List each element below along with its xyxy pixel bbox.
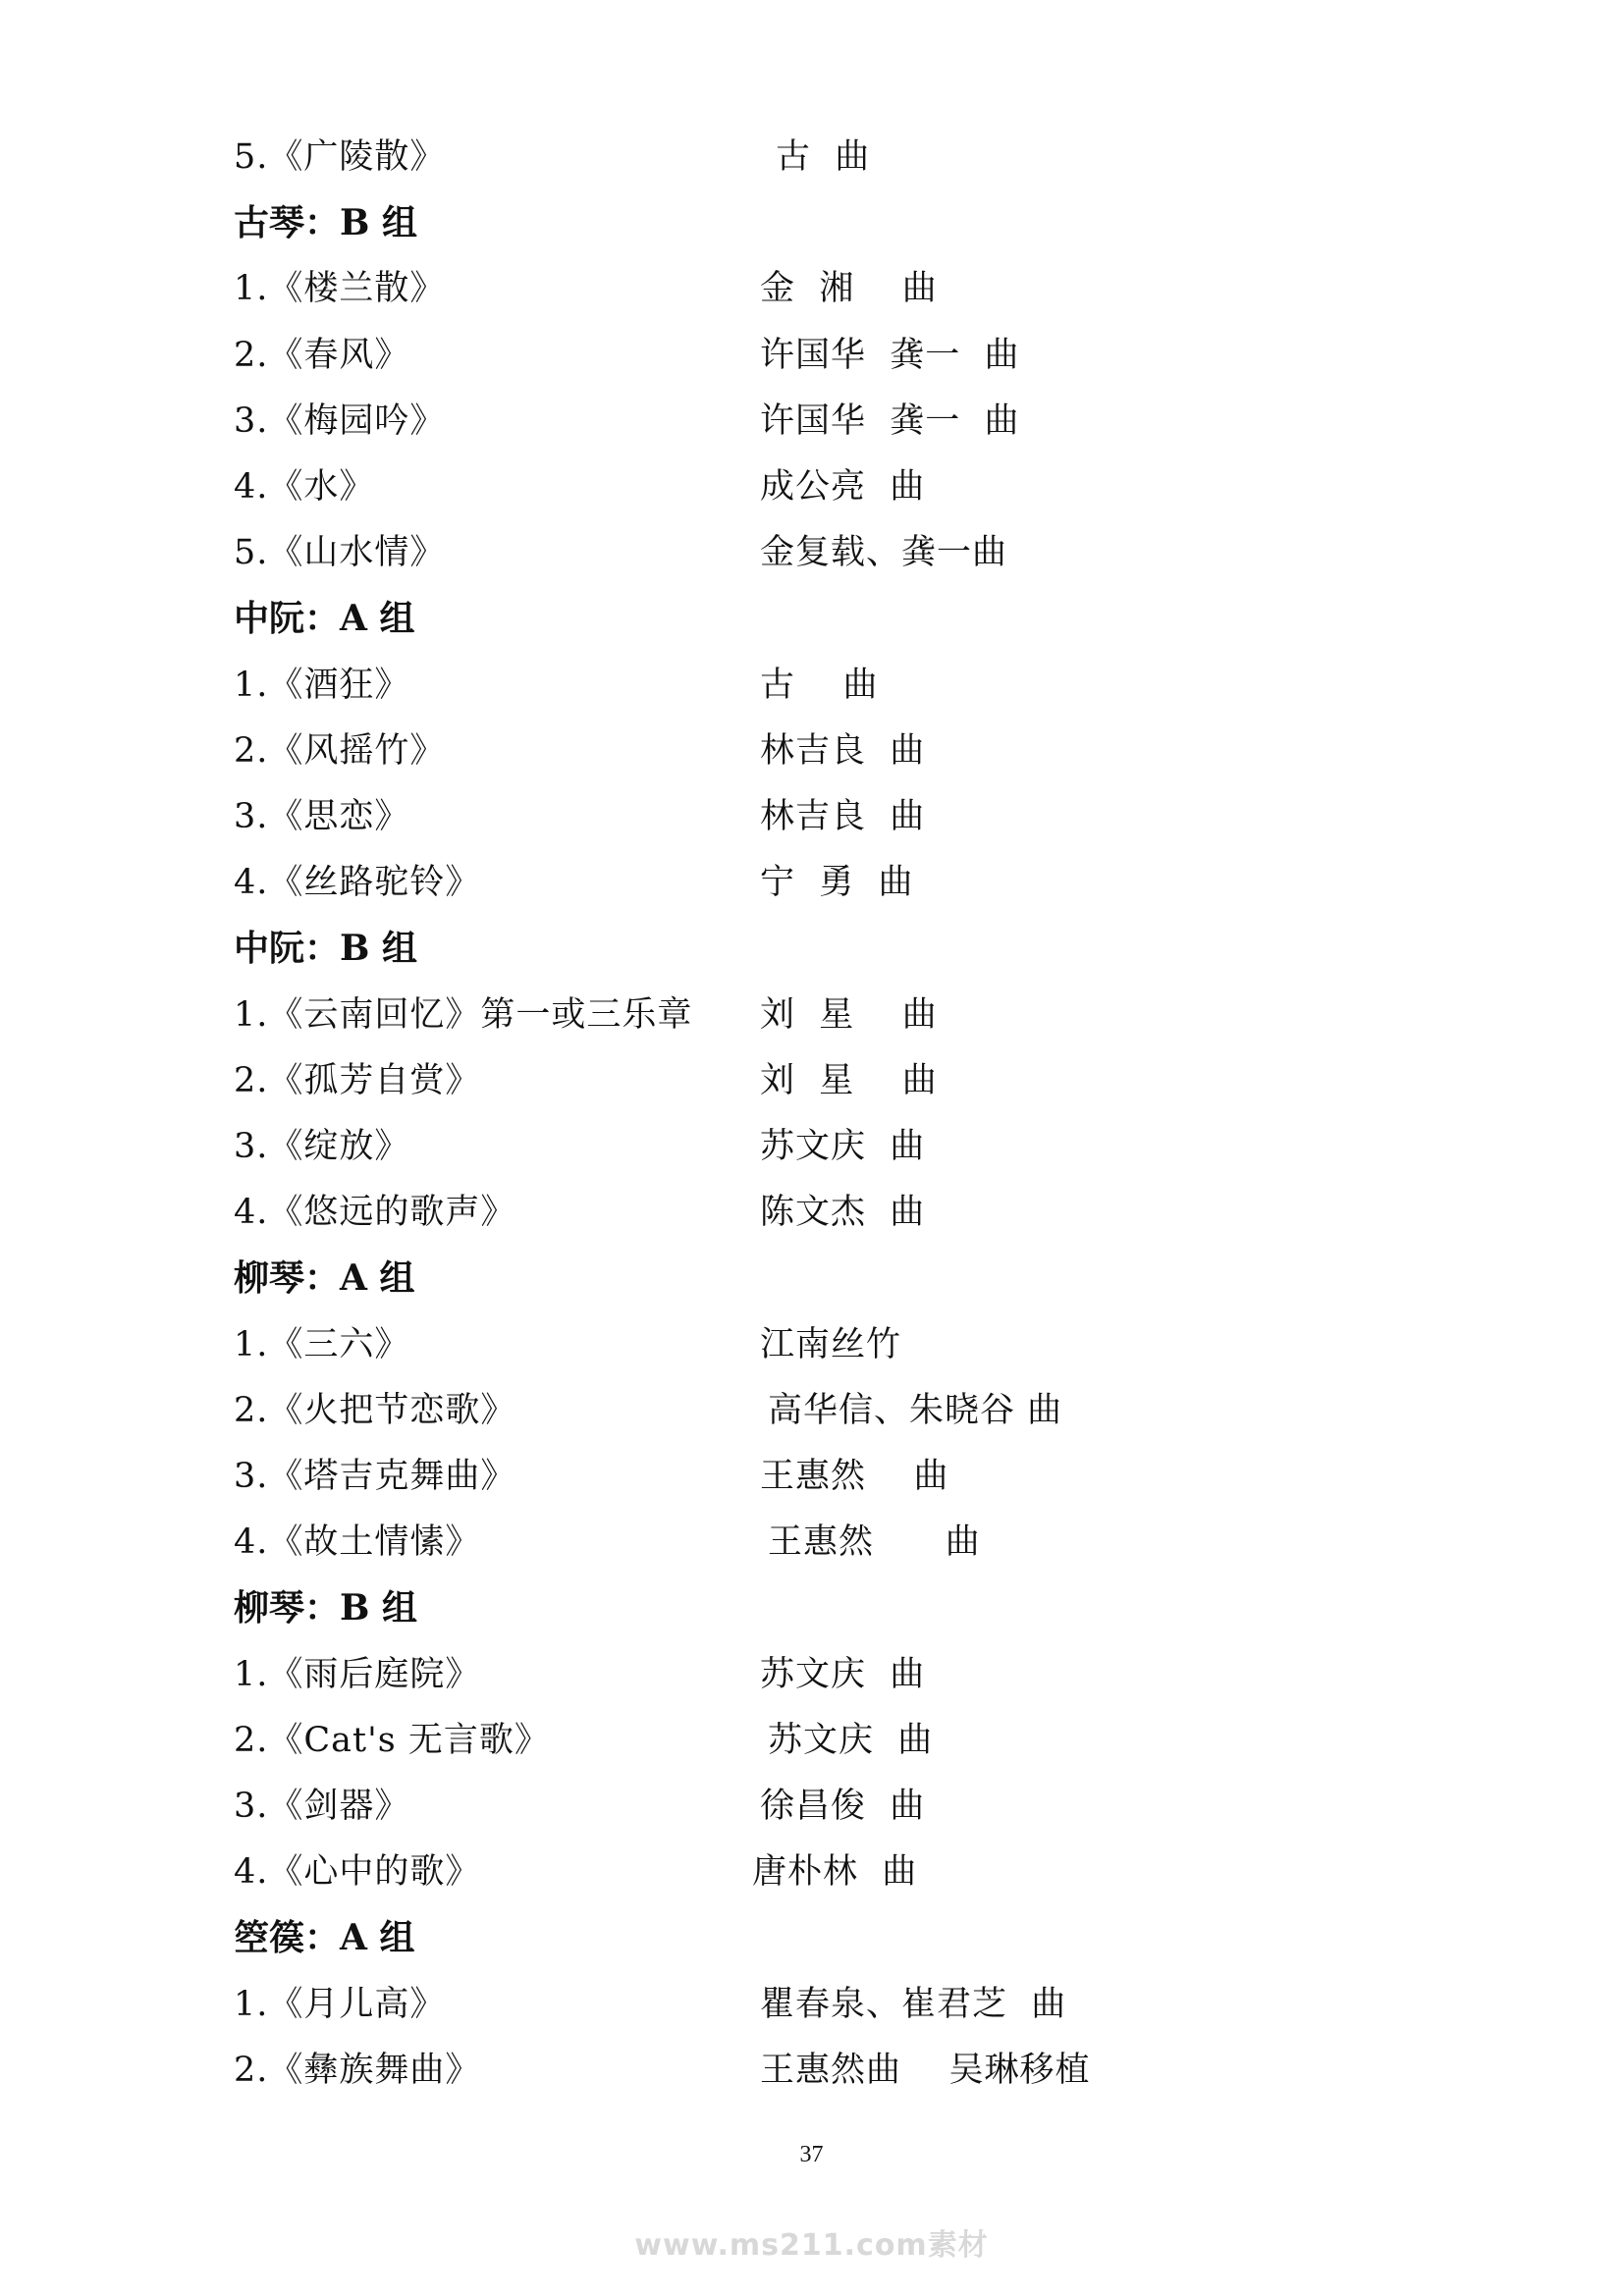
composer-credit: 苏文庆 曲 — [768, 1720, 934, 1760]
composer-credit: 苏文庆 曲 — [760, 1654, 926, 1694]
section-heading: 箜篌：A 组 — [234, 1917, 415, 1959]
composer-credit: 许国华 龚一 曲 — [760, 400, 1020, 441]
piece-title: 3.《剑器》 — [234, 1787, 410, 1826]
piece-title: 1.《三六》 — [234, 1324, 410, 1364]
composer-credit: 江南丝竹 — [760, 1324, 902, 1364]
composer-credit: 瞿春泉、崔君芝 曲 — [760, 1984, 1067, 2024]
piece-title: 2.《火把节恋歌》 — [234, 1390, 516, 1430]
piece-title: 2.《春风》 — [234, 335, 410, 375]
composer-credit: 许国华 龚一 曲 — [760, 335, 1020, 375]
page-number: 37 — [799, 2142, 824, 2167]
composer-credit: 林吉良 曲 — [760, 730, 926, 771]
piece-title: 2.《彝族舞曲》 — [234, 2050, 481, 2090]
piece-title: 4.《悠远的歌声》 — [234, 1193, 516, 1233]
piece-title: 5.《广陵散》 — [234, 137, 446, 177]
piece-title: 1.《云南回忆》第一或三乐章 — [234, 994, 693, 1035]
composer-credit: 王惠然曲 吴琳移植 — [760, 2050, 1091, 2090]
composer-credit: 苏文庆 曲 — [760, 1127, 926, 1166]
piece-title: 3.《思恋》 — [234, 797, 410, 836]
piece-title: 4.《丝路驼铃》 — [234, 863, 481, 903]
section-heading: 古琴：B 组 — [234, 202, 417, 244]
composer-credit: 成公亮 曲 — [760, 467, 926, 507]
composer-credit: 宁 勇 曲 — [760, 863, 914, 903]
composer-credit: 古 曲 — [760, 665, 879, 705]
section-heading: 中阮：B 组 — [234, 928, 417, 970]
composer-credit: 唐朴林 曲 — [752, 1852, 918, 1893]
watermark: www.ms211.com素材 — [634, 2228, 989, 2263]
piece-title: 4.《故土情愫》 — [234, 1522, 481, 1563]
composer-credit: 高华信、朱晓谷 曲 — [768, 1390, 1063, 1430]
piece-title: 3.《梅园吟》 — [234, 400, 446, 441]
composer-credit: 陈文杰 曲 — [760, 1193, 926, 1233]
piece-title: 5.《山水情》 — [234, 533, 446, 573]
section-heading: 柳琴：B 组 — [234, 1587, 417, 1629]
composer-credit: 古 曲 — [776, 137, 871, 177]
piece-title: 4.《水》 — [234, 467, 375, 507]
composer-credit: 刘 星 曲 — [760, 1060, 938, 1100]
section-heading: 中阮：A 组 — [234, 598, 415, 640]
piece-title: 1.《酒狂》 — [234, 665, 410, 705]
composer-credit: 林吉良 曲 — [760, 797, 926, 836]
section-heading: 柳琴：A 组 — [234, 1257, 415, 1300]
composer-credit: 刘 星 曲 — [760, 994, 938, 1035]
piece-title: 1.《楼兰散》 — [234, 269, 446, 309]
composer-credit: 王惠然 曲 — [768, 1522, 981, 1563]
piece-title: 3.《塔吉克舞曲》 — [234, 1457, 516, 1496]
composer-credit: 金 湘 曲 — [760, 269, 938, 309]
piece-title: 1.《月儿高》 — [234, 1984, 446, 2024]
composer-credit: 徐昌俊 曲 — [760, 1787, 926, 1826]
piece-title: 2.《孤芳自赏》 — [234, 1060, 481, 1100]
piece-title: 4.《心中的歌》 — [234, 1852, 481, 1893]
piece-title: 2.《Cat's 无言歌》 — [234, 1720, 550, 1760]
piece-title: 2.《风摇竹》 — [234, 730, 446, 771]
composer-credit: 王惠然 曲 — [760, 1457, 949, 1496]
piece-title: 3.《绽放》 — [234, 1127, 410, 1166]
composer-credit: 金复载、龚一曲 — [760, 533, 1008, 573]
piece-title: 1.《雨后庭院》 — [234, 1654, 481, 1694]
